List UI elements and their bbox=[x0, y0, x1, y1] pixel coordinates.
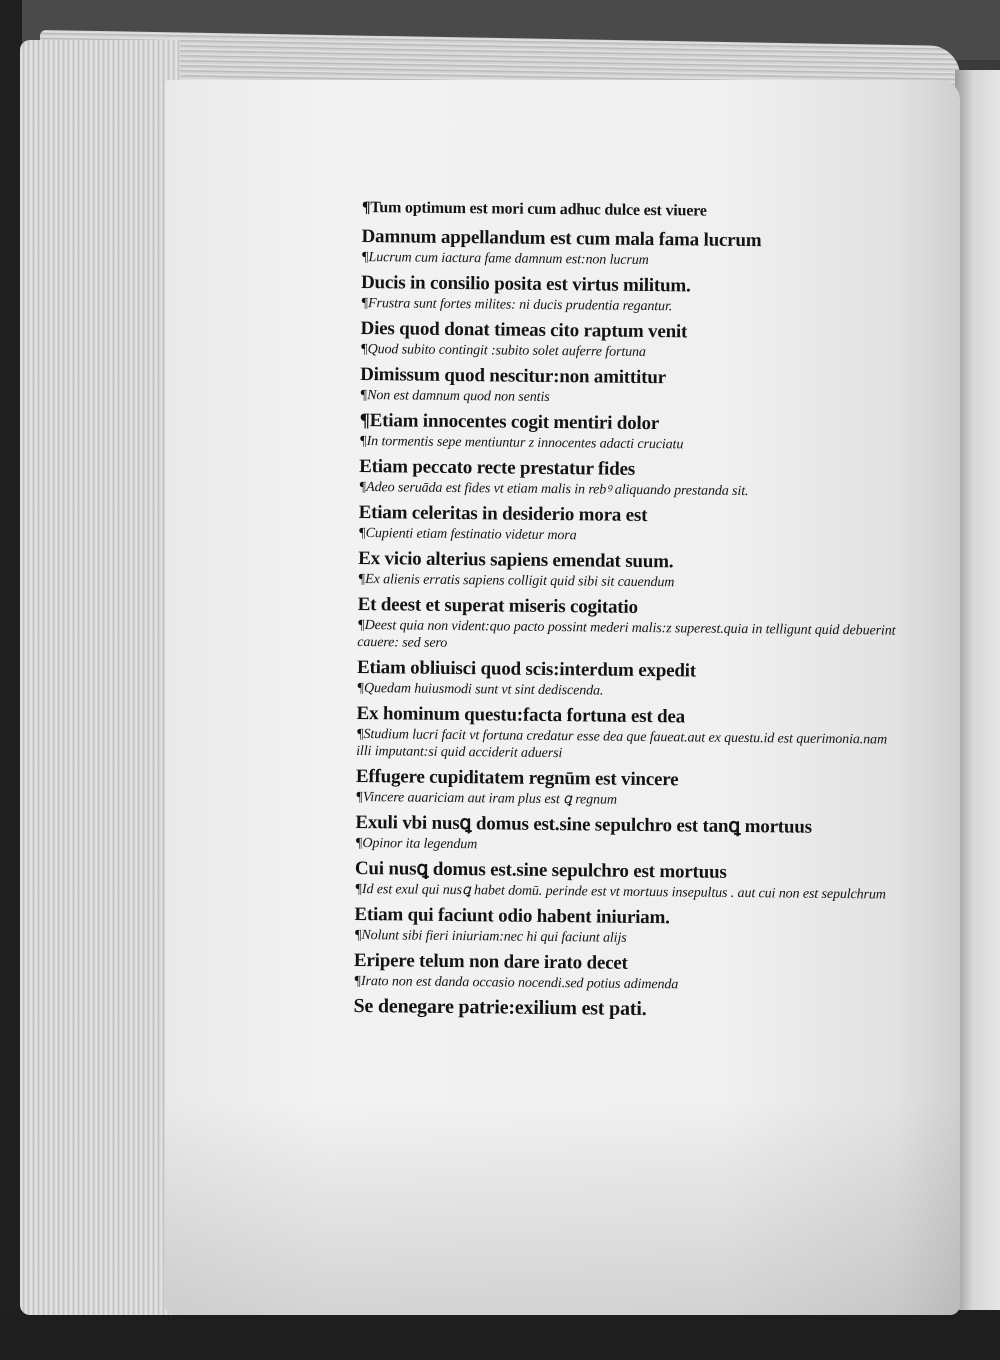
entry-gloss: ¶Ex alienis erratis sapiens colligit quid sibi sit cauendum bbox=[357, 571, 675, 591]
entry-heading: Eripere telum non dare irato decet bbox=[353, 949, 628, 974]
entry bbox=[356, 764, 901, 812]
entry-heading: Ex vicio alterius sapiens emendat suum. bbox=[358, 547, 674, 573]
entry-heading: Etiam peccato recte prestatur fides bbox=[359, 455, 636, 480]
entry-heading: Ex hominum questu:facta fortuna est dea bbox=[356, 702, 686, 728]
page-edges-left bbox=[20, 40, 180, 1315]
entry-gloss: ¶Deest quia non vident:quo pacto possint mederi malis:z superest.quia in telligunt quid debuerint cauere: sed sero bbox=[357, 617, 896, 651]
page-shadow bbox=[165, 1100, 960, 1315]
background-left bbox=[0, 0, 22, 1360]
entry-gloss: ¶Opinor ita legendum bbox=[355, 835, 478, 853]
entry-heading: Exuli vbi nusꝗ domus est.sine sepulchro est tanꝗ mortuus bbox=[355, 811, 813, 838]
entry-gloss: ¶Studium lucri facit vt fortuna credatur esse dea que faueat.aut ex questu.id est querimonia.nam illi imputant:si quid acciderit aduersi bbox=[356, 726, 888, 762]
entry bbox=[357, 655, 902, 703]
entry-heading: ¶Tum optimum est mori cum adhuc dulce est viuere bbox=[361, 198, 707, 220]
entry-heading: Etiam celeritas in desiderio mora est bbox=[358, 501, 648, 527]
entry bbox=[359, 408, 904, 456]
entry bbox=[353, 994, 898, 1025]
facing-page-edge bbox=[955, 70, 1000, 1310]
entry bbox=[355, 856, 900, 904]
entry bbox=[356, 701, 902, 766]
entry bbox=[355, 810, 900, 858]
entry-heading: Dies quod donat timeas cito raptum venit bbox=[360, 317, 688, 343]
entry-heading: Effugere cupiditatem regnūm est vincere bbox=[355, 765, 679, 791]
entry bbox=[360, 362, 905, 410]
entry bbox=[358, 500, 903, 548]
entry-heading: ¶Etiam innocentes cogit mentiri dolor bbox=[359, 409, 660, 435]
entry bbox=[357, 592, 903, 657]
entry bbox=[354, 902, 899, 950]
entry-gloss: ¶Id est exul qui nusꝗ habet domū. perinde est vt mortuus insepultus . aut cui non est sepulchrum bbox=[354, 881, 886, 903]
entry-heading: Etiam obliuisci quod scis:interdum expedit bbox=[356, 656, 697, 682]
entry bbox=[359, 454, 904, 502]
entry bbox=[358, 546, 903, 594]
entry bbox=[360, 316, 905, 364]
entry-gloss: ¶Quod subito contingit :subito solet auferre fortuna bbox=[360, 341, 646, 360]
entry bbox=[354, 948, 899, 996]
background-bottom bbox=[0, 1310, 1000, 1360]
entry-heading: Etiam qui faciunt odio habent iniuriam. bbox=[354, 903, 670, 929]
entry bbox=[361, 270, 906, 318]
entry-gloss: ¶Nolunt sibi fieri iniuriam:nec hi qui faciunt alijs bbox=[354, 927, 627, 946]
entry-heading: Et deest et superat miseris cogitatio bbox=[357, 593, 638, 618]
entry-gloss: ¶Cupienti etiam festinatio videtur mora bbox=[358, 525, 577, 544]
entry-heading: Damnum appellandum est cum mala fama lucrum bbox=[361, 225, 762, 252]
text-block bbox=[353, 195, 907, 1029]
entry-gloss: ¶Quedam huiusmodi sunt vt sint dediscenda. bbox=[356, 680, 604, 699]
entry-heading: Se denegare patrie:exilium est pati. bbox=[353, 994, 647, 1021]
entry-heading: Ducis in consilio posita est virtus militum. bbox=[360, 271, 691, 297]
entry bbox=[362, 195, 907, 226]
entry-gloss: ¶In tormentis sepe mentiuntur z innocentes adacti cruciatu bbox=[359, 433, 684, 453]
entry bbox=[361, 224, 906, 272]
entry-gloss: ¶Non est damnum quod non sentis bbox=[359, 387, 550, 405]
entry-gloss: ¶Lucrum cum iactura fame damnum est:non lucrum bbox=[361, 249, 649, 269]
entry-heading: Cui nusꝗ domus est.sine sepulchro est mortuus bbox=[354, 857, 727, 883]
entry-gloss: ¶Vincere auariciam aut iram plus est ꝗ regnum bbox=[355, 789, 617, 808]
entry-gloss: ¶Frustra sunt fortes milites: ni ducis prudentia regantur. bbox=[360, 295, 673, 315]
entry-gloss: ¶Adeo seruāda est fides vt etiam malis in rebꝰ aliquando prestanda sit. bbox=[358, 479, 749, 500]
entry-heading: Dimissum quod nescitur:non amittitur bbox=[360, 363, 667, 389]
entry-gloss: ¶Irato non est danda occasio nocendi.sed potius adimenda bbox=[353, 973, 679, 993]
